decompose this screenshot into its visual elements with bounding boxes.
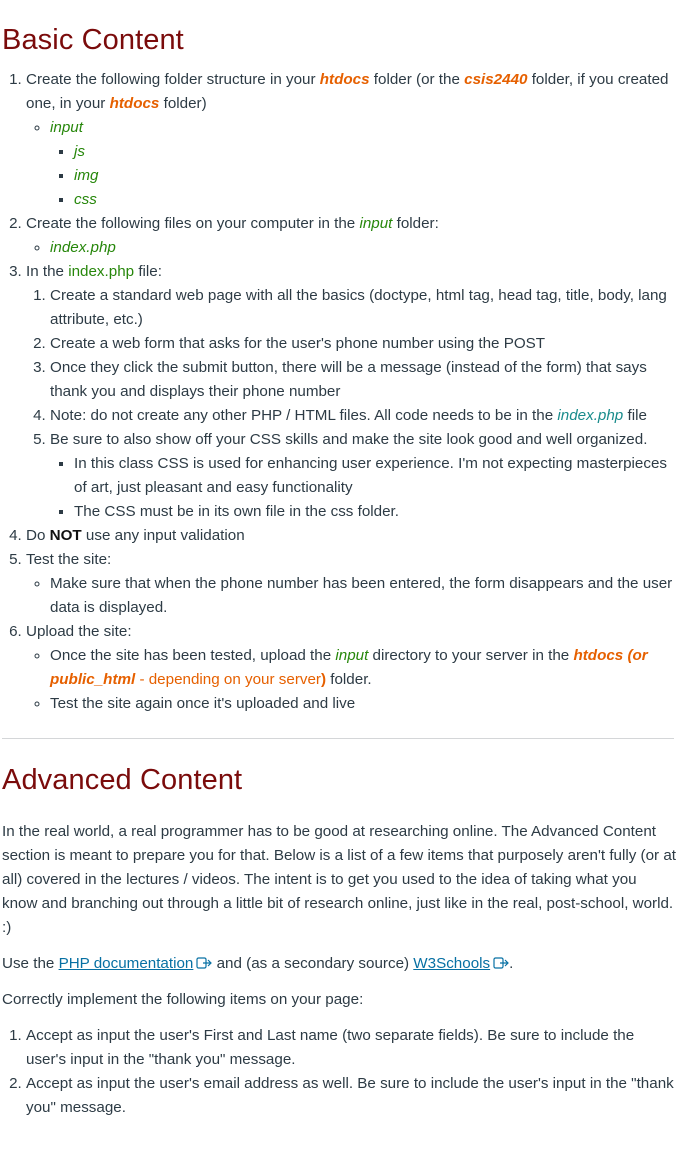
css-notes xyxy=(50,452,676,524)
step-6: 6. Upload the site: ◦ Once the site has been tested, upload the input directory to your server in the htdocs (or public_html - depending on your server) folder. ◦ Test the site again once it's uploaded and live xyxy=(26,620,676,716)
subfolder-item: ▪ css xyxy=(74,188,676,212)
section-divider xyxy=(2,738,674,739)
subfolder-item: ▪ img xyxy=(74,164,676,188)
advanced-item: 2. Accept as input the user's email address as well. Be sure to include the user's input in the "thank you" message. xyxy=(26,1072,676,1120)
advanced-items-list xyxy=(2,1024,676,1120)
substep: 1. Create a standard web page with all the basics (doctype, html tag, head tag, title, body, lang attribute, etc.) xyxy=(50,284,676,332)
basic-content-heading: Basic Content xyxy=(2,24,184,56)
step-1: 1. Create the following folder structure in your htdocs folder (or the csis2440 folder, if you created one, in your htdocs folder) ◦ input ▪ js ▪ img ▪ css xyxy=(26,68,676,212)
substep: 3. Once they click the submit button, there will be a message (instead of the form) that says thank you and displays their phone number xyxy=(50,356,676,404)
index-term: index.php xyxy=(68,263,135,280)
file-list xyxy=(26,236,676,260)
upload-notes xyxy=(26,644,676,716)
csis-term: csis2440 xyxy=(464,71,528,88)
advanced-item: 1. Accept as input the user's First and Last name (two separate fields). Be sure to include the user's input in the "thank you" message. xyxy=(26,1024,676,1072)
test-note: ◦ Make sure that when the phone number has been entered, the form disappears and the user data is displayed. xyxy=(50,572,676,620)
upload-note: ◦ Once the site has been tested, upload the input directory to your server in the htdocs (or public_html - depending on your server) folder. xyxy=(50,644,676,692)
css-note: ▪ In this class CSS is used for enhancing user experience. I'm not expecting masterpieces of art, just pleasant and easy functionality xyxy=(74,452,676,500)
htdocs-term: htdocs xyxy=(319,71,370,88)
input-term: input xyxy=(359,215,393,232)
folder-list xyxy=(26,116,676,212)
step-3: 3. In the index.php file: 1. Create a standard web page with all the basics (doctype, html tag, head tag, title, body, lang attribute, etc.) 2. Create a web form that asks for the user's phone number using the POST 3. Once they click the submit button, there will be a message (instead of the form) that says thank you and displays their phone number 4. Note: do not create any other PHP / HTML files. All code needs to be in the index.php file 5. Be sure to also show off your CSS skills and make the site look good and well organized. ▪ In this class CSS is used for enhancing user experience. I'm not expecting masterpieces of art, just pleasant and easy functionality ▪ The CSS must be in its own file in the css folder. xyxy=(26,260,676,524)
php-docs-link[interactable]: PHP documentation xyxy=(58,955,194,972)
external-link-icon xyxy=(493,957,509,969)
test-notes xyxy=(26,572,676,620)
subfolder-list xyxy=(50,140,676,212)
step-2: 2. Create the following files on your computer in the input folder: ◦ index.php xyxy=(26,212,676,260)
substep: 2. Create a web form that asks for the user's phone number using the POST xyxy=(50,332,676,356)
external-link-icon xyxy=(196,957,212,969)
substep: 4. Note: do not create any other PHP / HTML files. All code needs to be in the index.php file xyxy=(50,404,676,428)
subfolder-item: ▪ js xyxy=(74,140,676,164)
implement-line: Correctly implement the following items on your page: xyxy=(2,991,364,1008)
htdocs-term: htdocs xyxy=(109,95,160,112)
basic-steps-list xyxy=(2,68,676,716)
upload-note: ◦ Test the site again once it's uploaded and live xyxy=(50,692,676,716)
docs-line: Use the PHP documentation and (as a secondary source) W3Schools . xyxy=(2,955,514,972)
step-4: 4. Do NOT use any input validation xyxy=(26,524,676,548)
substep: 5. Be sure to also show off your CSS skills and make the site look good and well organized. ▪ In this class CSS is used for enhancing user experience. I'm not expecting masterpieces of art, just pleasant and easy functionality ▪ The CSS must be in its own file in the css folder. xyxy=(50,428,676,524)
advanced-intro: In the real world, a real programmer has to be good at researching online. The Advanced Content section is meant to prepare you for that. Below is a list of a few items that purposely aren't fully (or at all) covered in the lectures / videos. The intent is to get you used to the idea of taking what you know and branching out through a little bit of research online, just like in the real, post-school, world. :) xyxy=(2,823,676,936)
page xyxy=(0,22,686,1120)
folder-input: ◦ input ▪ js ▪ img ▪ css xyxy=(50,116,676,212)
step-5: 5. Test the site: ◦ Make sure that when the phone number has been entered, the form disappears and the user data is displayed. xyxy=(26,548,676,620)
css-note: ▪ The CSS must be in its own file in the css folder. xyxy=(74,500,676,524)
file-item: ◦ index.php xyxy=(50,236,676,260)
w3schools-link[interactable]: W3Schools xyxy=(413,955,491,972)
advanced-content-heading: Advanced Content xyxy=(2,764,243,796)
index-substeps xyxy=(26,284,676,524)
